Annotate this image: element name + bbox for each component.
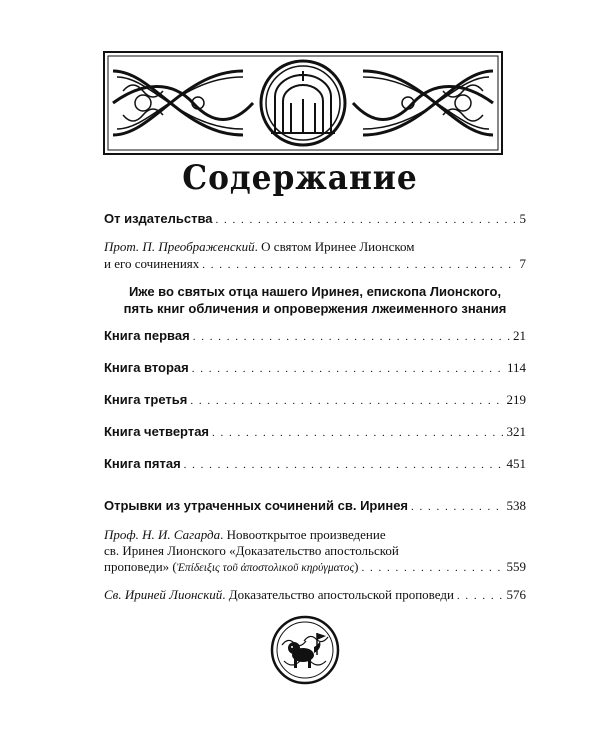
toc-page-number: 451 (506, 456, 526, 471)
toc-entry-fragments[interactable] (104, 498, 526, 515)
toc-entry-title-cont: и его сочинениях (104, 256, 200, 271)
toc-page-number: 321 (506, 424, 526, 439)
leader-dots (411, 499, 503, 515)
toc-entry-irenaeus[interactable] (104, 587, 526, 604)
toc-page-number: 538 (506, 498, 526, 513)
leader-dots (362, 560, 504, 576)
leader-dots (192, 361, 504, 377)
toc-entry-preobrazhensky-line1[interactable] (104, 239, 526, 255)
toc-entry-label (104, 587, 454, 603)
toc-entry-author: Проф. Н. И. Сагарда (104, 527, 221, 542)
closing-paren: ) (354, 559, 359, 574)
toc-page-number: 114 (506, 360, 526, 375)
toc-entry-author: Св. Ириней Лионский (104, 587, 223, 602)
toc-entry-title: . О святом Иринее Лионском (254, 239, 415, 254)
leader-dots (457, 588, 504, 604)
toc-page-number: 21 (513, 328, 526, 343)
toc-entry-from-publisher[interactable] (104, 211, 526, 228)
byzantine-ornament-with-church-icon (103, 51, 503, 155)
toc-entry-book-3[interactable] (104, 392, 526, 409)
toc-entry-label: Книга первая (104, 328, 190, 343)
toc-page-number: 559 (506, 559, 526, 574)
page-title: Содержание (182, 158, 418, 198)
toc-entry-title: . Доказательство апостольской проповеди (222, 587, 454, 602)
toc-entry-author: Прот. П. Преображенский (104, 239, 255, 254)
toc-page-number: 576 (506, 587, 526, 602)
toc-entry-sagarda-line1[interactable] (104, 527, 526, 543)
toc-entry-label: Книга пятая (104, 456, 181, 471)
toc-entry-label: От издательства (104, 211, 213, 226)
toc-entry-book-1[interactable] (104, 328, 526, 345)
toc-page-number: 5 (519, 211, 526, 226)
lion-medallion-icon (270, 615, 340, 685)
leader-dots (190, 393, 503, 409)
toc-entry-label: Отрывки из утраченных сочинений св. Иринея (104, 498, 409, 513)
section-heading-line2: пять книг обличения и опровержения лжеименного знания (123, 301, 507, 316)
section-heading-line1: Иже во святых отца нашего Иринея, епископа Лионского, (128, 284, 502, 299)
toc-entry-label: Книга четвертая (104, 424, 210, 439)
toc-entry-sagarda-line3[interactable] (104, 559, 526, 576)
toc-entry-book-4[interactable] (104, 424, 526, 441)
toc-entry-book-2[interactable] (104, 360, 526, 377)
toc-page-number: 219 (506, 392, 526, 407)
toc-entry-label: Книга вторая (104, 360, 189, 375)
leader-dots (193, 329, 510, 345)
leader-dots (202, 257, 516, 273)
toc-entry-title: . Новооткрытое произведение (220, 527, 386, 542)
leader-dots (212, 425, 503, 441)
section-heading (104, 283, 526, 317)
toc-entry-label: Книга третья (104, 392, 188, 407)
toc-entry-sagarda-line2[interactable]: св. Иринея Лионского «Доказательство апостольской (104, 543, 399, 558)
greek-title: Ἐπίδειξις τοῦ ἀποστολικοῦ κηρύγματος (176, 562, 355, 574)
leader-dots (184, 457, 504, 473)
toc-entry-title-cont (104, 559, 359, 576)
toc-entry-book-5[interactable] (104, 456, 526, 473)
toc-entry-title-text: проповеди» ( (104, 559, 177, 574)
toc-page-number: 7 (519, 256, 526, 271)
toc-entry-preobrazhensky-line2[interactable] (104, 256, 526, 273)
leader-dots (216, 212, 517, 228)
